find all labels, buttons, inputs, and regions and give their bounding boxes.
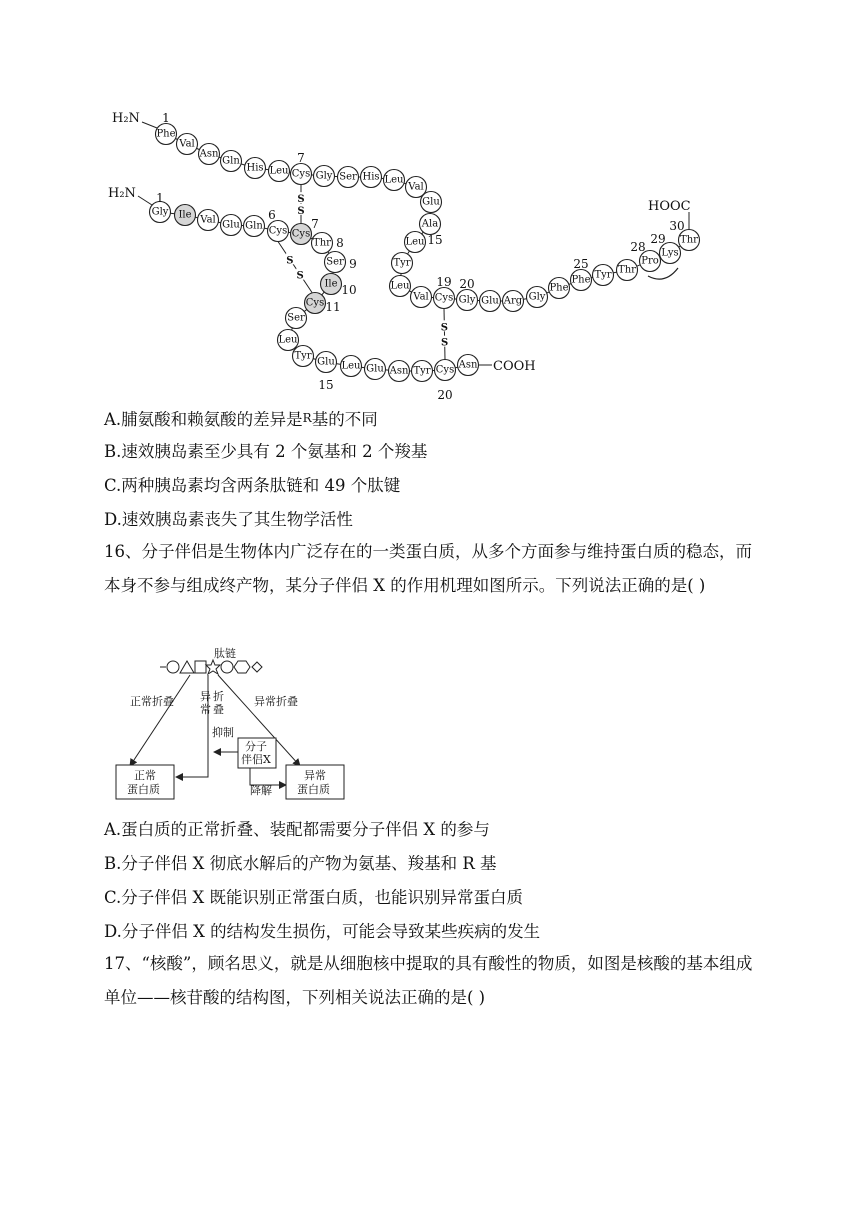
chain-b-number: 7 — [297, 151, 305, 165]
chain-b-residue-label: Gln — [222, 155, 240, 167]
chain-b-residue-label: Asn — [199, 148, 219, 160]
chain-a-residue-label: Glu — [366, 363, 384, 375]
chain-a-residue-label: Leu — [278, 334, 298, 346]
q16-option-c[interactable]: C.分子伴侣 X 既能识别正常蛋白质，也能识别异常蛋白质 — [104, 888, 524, 907]
chain-b-number: 20 — [459, 277, 475, 291]
chain-a-residue-label: Gln — [245, 220, 263, 232]
chain-a-number: 11 — [325, 300, 341, 314]
chain-b-residue-label: Tyr — [594, 269, 612, 281]
chain-a-residue-label: Cys — [305, 297, 325, 309]
chain-b-residue-label: Cys — [434, 292, 454, 304]
diagram-label-abnormal-2: 常 — [200, 703, 211, 716]
q16-option-b[interactable]: B.分子伴侣 X 彻底水解后的产物为氨基、羧基和 R 基 — [104, 854, 497, 873]
disulfide-b19-a20-s: S — [440, 322, 448, 334]
chain-b-terminal-bond — [142, 122, 157, 128]
disulfide-a6-a11-s: S — [286, 255, 294, 267]
chain-b-residue-label: Gly — [528, 291, 546, 303]
chain-b-residue-label: Leu — [405, 236, 425, 248]
chain-a-residue-label: Asn — [458, 359, 478, 371]
normal-protein-label-2: 蛋白质 — [127, 783, 160, 796]
chain-a-residue-label: Cys — [291, 228, 311, 240]
chain-b-residue-label: His — [246, 162, 264, 174]
chain-a-residue-label: Tyr — [413, 365, 431, 377]
chain-b-residue-label: Leu — [390, 280, 410, 292]
diagram-label-abnormal-3: 折 — [213, 690, 224, 703]
peptide-chain-shapes — [160, 660, 262, 674]
abnormal-protein-label-2: 蛋白质 — [297, 783, 330, 796]
chain-b-residue-label: Pro — [641, 255, 659, 267]
chain-a-residue-label: Cys — [268, 225, 288, 237]
diagram-label-abnormal-fold: 异常折叠 — [254, 695, 298, 708]
chain-b-residue-label: Leu — [269, 165, 289, 177]
diagram-label-abnormal-4: 叠 — [213, 703, 224, 716]
chain-b-residue-label: Lys — [661, 247, 679, 259]
chain-b-number: 1 — [162, 111, 170, 125]
chain-b-residue-label: Glu — [422, 196, 440, 208]
chain-a-residue-label: Cys — [435, 364, 455, 376]
chain-a-number: 20 — [437, 388, 453, 402]
chain-a-terminal: H₂N — [108, 186, 136, 201]
chain-a-residue-label: Ile — [178, 209, 192, 221]
chain-b-residue-label: Val — [413, 291, 429, 303]
disulfide-b19-a20-line — [444, 309, 445, 360]
chain-b-residue-label: Phe — [156, 128, 176, 140]
chain-b-number: 19 — [436, 275, 452, 289]
chain-b-residue-label: Cys — [291, 168, 311, 180]
chain-a-residue-label: Val — [200, 214, 216, 226]
chain-a-residue-label: Ser — [287, 312, 305, 324]
q15-option-a-post: 基的不同 — [311, 410, 378, 429]
insulin-structure-diagram — [100, 100, 698, 402]
chain-b-residue-label: Val — [408, 181, 424, 193]
chain-a-number: 7 — [311, 217, 319, 231]
q15-option-a-pre: A.脯氨酸和赖氨酸的差异是 — [104, 410, 303, 429]
disulfide-a6-a11-line — [278, 242, 312, 293]
chain-b-residue-label: Val — [179, 138, 195, 150]
diagram-label-abnormal-1: 异 — [200, 690, 211, 703]
chain-b-number: 30 — [669, 219, 685, 233]
diagram-label-inhibit: 抑制 — [212, 726, 234, 739]
abnormal-protein-label-1: 异常 — [304, 769, 326, 782]
chain-b-terminal: H₂N — [112, 111, 140, 126]
q15-option-a[interactable] — [104, 405, 378, 433]
chain-a-number: 8 — [336, 236, 344, 250]
chain-a-number: 10 — [341, 283, 357, 297]
chain-b-residue-label: Leu — [384, 174, 404, 186]
chain-b-number: 25 — [573, 257, 589, 271]
chain-a-number: 6 — [268, 208, 276, 222]
chain-b-residue-label: Glu — [481, 295, 499, 307]
chain-b-number: 28 — [630, 240, 646, 254]
chain-b-residue-label: Thr — [680, 234, 698, 246]
chain-b-number: 29 — [650, 232, 666, 246]
chain-a-terminal-bond — [138, 196, 152, 205]
disulfide-b7-a7-s: S — [297, 205, 305, 217]
q15-option-d[interactable]: D.速效胰岛素丧失了其生物学活性 — [104, 510, 353, 529]
disulfide-b19-a20-s: S — [441, 337, 449, 349]
chain-b-residue-label: Thr — [618, 264, 636, 276]
q17-stem: 17、“核酸”，顾名思义，就是从细胞核中提取的具有酸性的物质，如图是核酸的基本组成单位——核苷酸的结构图，下列相关说法正确的是( ) — [104, 954, 753, 1007]
chain-a-number: 9 — [349, 257, 357, 271]
chain-a-residue-label: Ile — [324, 278, 338, 290]
q16-option-d[interactable]: D.分子伴侣 X 的结构发生损伤，可能会导致某些疾病的发生 — [104, 922, 541, 941]
diagram-label-peptide: 肽链 — [214, 647, 236, 660]
chain-a-residue-label: Gly — [151, 206, 169, 218]
chain-a-residue-label: Asn — [389, 365, 409, 377]
chain-a-residue-label: Leu — [341, 360, 361, 372]
chain-a-residue-label: Ser — [326, 256, 344, 268]
chain-a-residue-label: Glu — [317, 356, 335, 368]
diagram-label-normal-fold: 正常折叠 — [130, 695, 174, 708]
chain-b-residue-label: Gly — [315, 170, 333, 182]
normal-protein-label-1: 正常 — [134, 769, 156, 782]
chain-b-residue-label: Phe — [549, 282, 569, 294]
chain-a-cooh: COOH — [493, 359, 536, 374]
chain-a-number: 15 — [318, 378, 334, 392]
chain-b-residue-label: Tyr — [393, 257, 411, 269]
chain-a-residue-label: Thr — [313, 237, 331, 249]
chain-b-residue-label: Arg — [503, 295, 523, 307]
chaperone-x-label-1: 分子 — [245, 740, 267, 753]
chain-b-residue-label: His — [362, 171, 380, 183]
chain-b-residue-label: Ser — [339, 171, 357, 183]
chaperone-mechanism-diagram — [110, 645, 410, 805]
chain-b-residue-label: Ala — [421, 218, 439, 230]
q15-option-b[interactable]: B.速效胰岛素至少具有 2 个氨基和 2 个羧基 — [104, 442, 428, 461]
disulfide-b7-a7-s: S — [297, 194, 305, 206]
q15-option-a-r: R — [302, 411, 312, 425]
chain-a-residue-label: Tyr — [294, 350, 312, 362]
disulfide-a6-a11-s: S — [296, 270, 304, 282]
chaperone-x-label-2: 伴侣X — [241, 753, 271, 766]
q16-option-a[interactable]: A.蛋白质的正常折叠、装配都需要分子伴侣 X 的参与 — [104, 820, 490, 839]
chain-b-number: 15 — [427, 233, 443, 247]
chain-a-number: 1 — [156, 191, 164, 205]
q16-stem: 16、分子伴侣是生物体内广泛存在的一类蛋白质，从多个方面参与维持蛋白质的稳态，而本身不参与组成终产物，某分子伴侣 X 的作用机理如图所示。下列说法正确的是( ) — [104, 542, 752, 595]
q15-option-c[interactable]: C.两种胰岛素均含两条肽链和 49 个肽键 — [104, 476, 401, 495]
chain-b-residue-label: Gly — [458, 294, 476, 306]
chain-b-hooc: HOOC — [648, 199, 691, 214]
chain-a-residue-label: Glu — [222, 219, 240, 231]
diagram-label-degrade: 降解 — [250, 784, 272, 797]
chain-b-residue-label: Phe — [571, 274, 591, 286]
